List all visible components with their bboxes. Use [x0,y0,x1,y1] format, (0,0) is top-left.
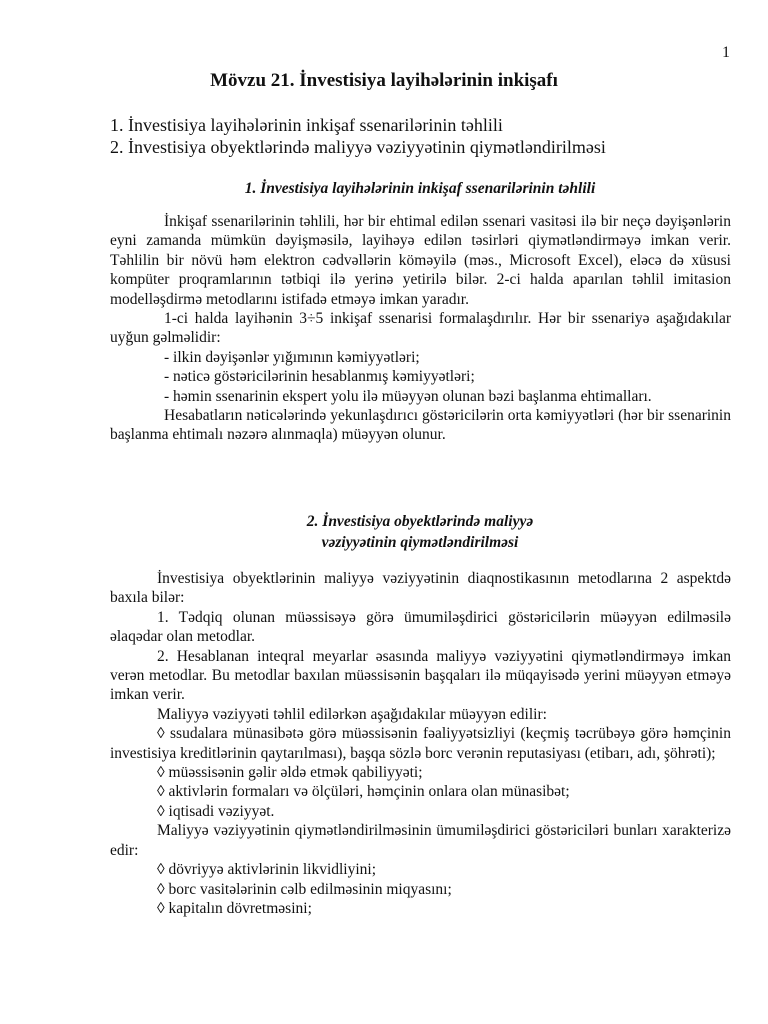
paragraph: 1. Tədqiq olunan müəssisəyə görə ümumiləşdirici göstəricilərin müəyyən edilməsilə əlaqədar olan metodlar. [110,608,731,646]
list-item: ◊ dövriyyə aktivlərinin likvidliyini; [157,861,377,879]
list-item: - ilkin dəyişənlər yığımının kəmiyyətləri; [164,348,420,366]
paragraph: İnvestisiya obyektlərinin maliyyə vəziyyətinin diaqnostikasının metodlarına 2 aspektdə baxıla bilər: [110,570,731,607]
paragraph: Maliyyə vəziyyəti təhlil edilərkən aşağıdakılar müəyyən edilir: [157,705,547,723]
list-item: ◊ aktivlərin formaları və ölçüləri, həmçinin onlara olan münasibət; [157,783,570,801]
list-item: ◊ iqtisadi vəziyyət. [157,802,275,820]
paragraph: 2. Hesablanan inteqral meyarlar əsasında maliyyə vəziyyətini qiymətləndirməyə imkan verən metodlar. Bu metodlar baxılan müəssisənin başqaları ilə müqayisədə yerini müəyyən etməyə imkan verir. [110,647,731,704]
section-1-body [110,212,731,445]
list-item: ◊ kapitalın dövretməsini; [157,899,312,917]
list-item: ◊ ssudalara münasibətə görə müəssisənin fəaliyyətsizliyi (keçmiş təcrübəyə görə həmçinin investisiya kreditlərinin qaytarılması), başqa sözlə borc verənin reputasiyası (etibarı, adı, şöhrəti); [110,725,731,762]
page-title: Mövzu 21. İnvestisiya layihələrinin inkişafı [210,70,558,91]
table-of-contents [110,114,606,158]
paragraph: 1-ci halda layihənin 3÷5 inkişaf ssenarisi formalaşdırılır. Hər bir ssenariyə aşağıdakılar uyğun gəlməlidir: [110,310,731,347]
list-item: ◊ borc vasitələrinin cəlb edilməsinin miqyasını; [157,880,452,898]
paragraph: Maliyyə vəziyyətinin qiymətləndirilməsinin ümumiləşdirici göstəriciləri bunları xarakterizə edir: [110,822,731,859]
list-item: - həmin ssenarinin ekspert yolu ilə müəyyən olunan bəzi başlanma ehtimalları. [164,387,652,405]
section-2-body [110,569,731,918]
paragraph: Hesabatların nəticələrində yekunlaşdırıcı göstəricilərin orta kəmiyyətləri (hər bir ssenarinin başlanma ehtimalı nəzərə alınmaqla) müəyyən olunur. [110,407,731,444]
section-2-heading-line: vəziyyətinin qiymətləndirilməsi [321,534,519,551]
section-1-heading: 1. İnvestisiya layihələrinin inkişaf ssenarilərinin təhlili [244,180,596,197]
page-number: 1 [722,44,730,61]
paragraph: İnkişaf ssenarilərinin təhlili, hər bir ehtimal edilən ssenari vasitəsi ilə bir neçə dəyişənlərin eyni zamanda mümkün dəyişməsilə, layihəyə edilən təsirləri qiymətləndirməyə imkan verir. Təhlilin bir növü həm elektron cədvəllərin köməyilə (məs., Microsoft Excel), eləcə də xüsusi kompüter proqramlarının tətbiqi ilə yerinə yetirilə bilər. 2-ci halda aparılan təhlil imitasion modelləşdirmə metodlarını istifadə etməyə imkan yaradır. [110,213,731,308]
section-2-heading-line: 2. İnvestisiya obyektlərində maliyyə [306,513,534,530]
toc-item: 2. İnvestisiya obyektlərində maliyyə vəziyyətinin qiymətləndirilməsi [110,137,606,157]
section-2-heading [0,511,768,553]
list-item: ◊ müəssisənin gəlir əldə etmək qabiliyyəti; [157,764,423,782]
list-item: - nəticə göstəricilərinin hesablanmış kəmiyyətləri; [164,368,475,386]
toc-item: 1. İnvestisiya layihələrinin inkişaf ssenarilərinin təhlili [110,115,503,135]
